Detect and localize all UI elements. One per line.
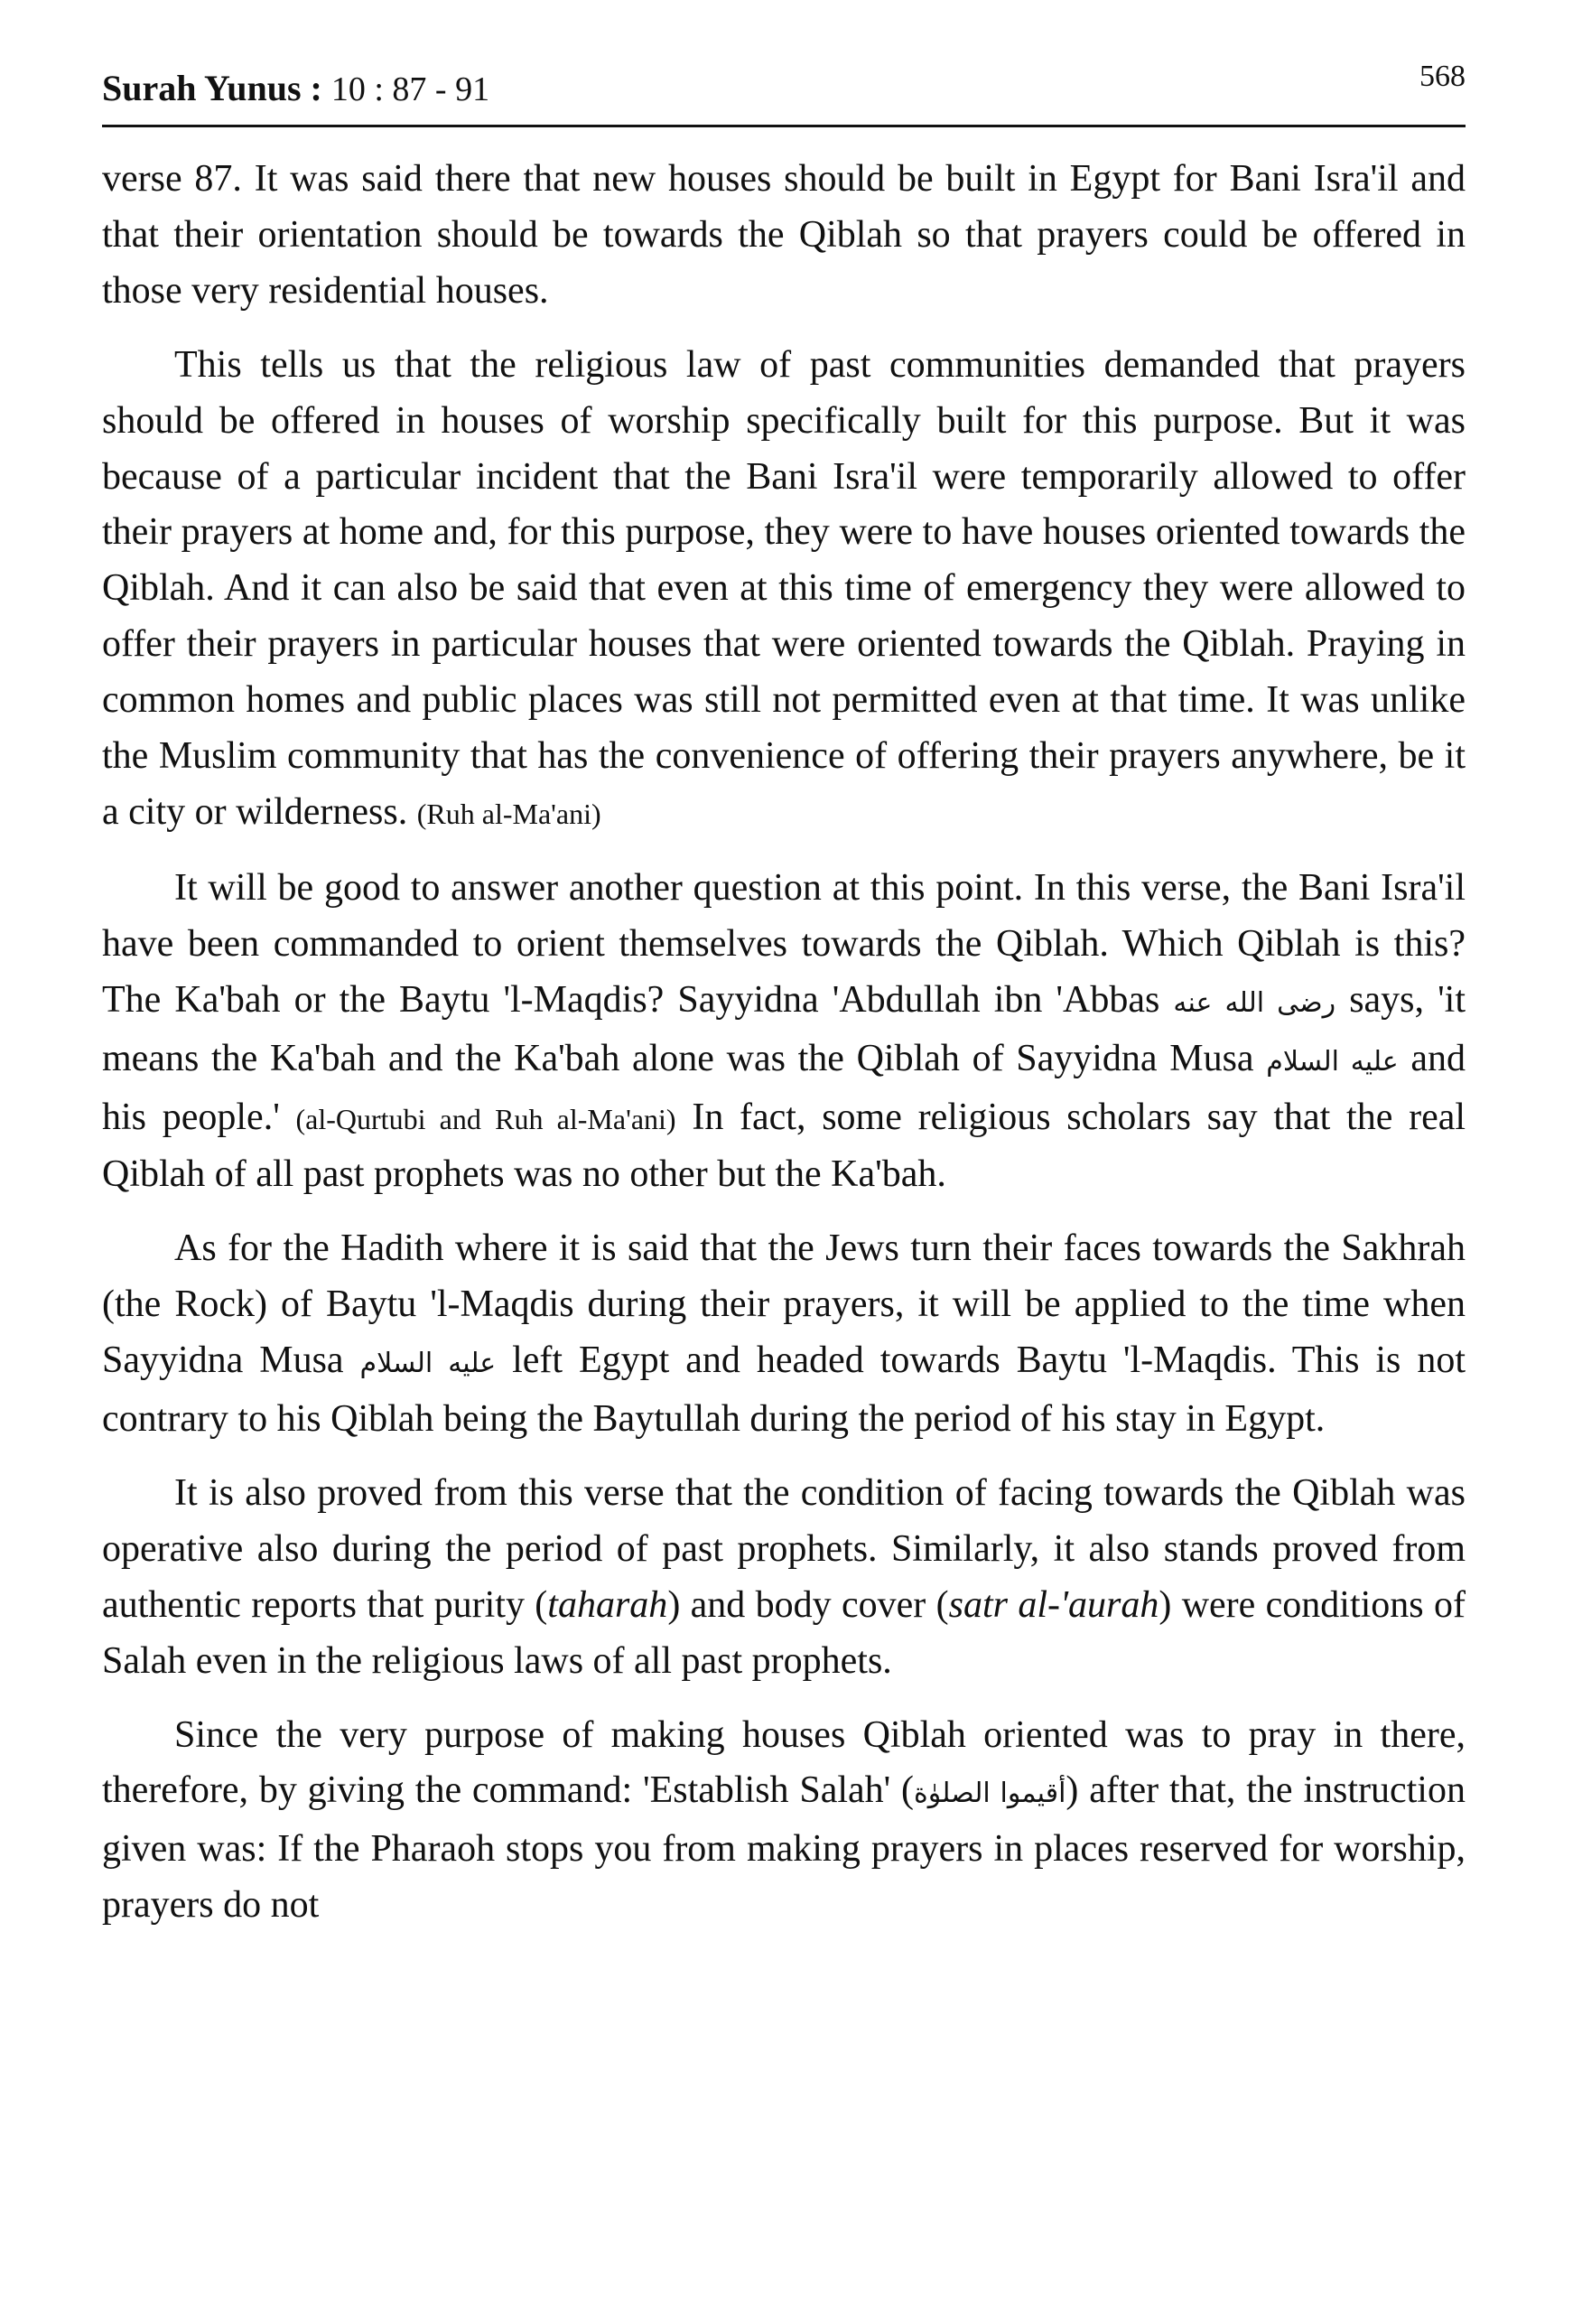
paragraph-text: ) were conditions of Salah even in the religious laws of all past prophets.	[102, 1583, 1466, 1682]
citation: (al-Qurtubi and Ruh al-Ma'ani)	[295, 1102, 676, 1135]
paragraph-text: It is also proved from this verse that the condition of facing towards the Qiblah was operative also during the period of past prophets. Similarly, it also stands proved from authentic reports that purity (	[102, 1471, 1466, 1626]
paragraph-6	[102, 1708, 1466, 1935]
arabic-honorific: عليه السلام	[1266, 1045, 1399, 1078]
paragraph-text: It will be good to answer another question at this point. In this verse, the Bani Isra'il have been commanded to orient themselves towards the Qiblah. Which Qiblah is this? The Ka'bah or the Baytu 'l-Maqdis? Sayyidna 'Abdullah ibn 'Abbas	[102, 866, 1466, 1021]
page-body	[102, 152, 1466, 1952]
surah-title	[102, 67, 489, 109]
paragraph-text: ) after that, the instruction given was: If the Pharaoh stops you from making prayers in places reserved for worship, prayers do not	[102, 1769, 1466, 1927]
surah-name: Surah Yunus :	[102, 68, 322, 108]
citation: (Ruh al-Ma'ani)	[416, 797, 601, 830]
italic-term: satr al-'aurah	[948, 1583, 1159, 1626]
paragraph-text: left Egypt and headed towards Baytu 'l-Maqdis. This is not contrary to his Qiblah being the Baytullah during the period of his stay in Egypt.	[102, 1339, 1466, 1441]
paragraph-5	[102, 1466, 1466, 1690]
paragraph-3	[102, 861, 1466, 1203]
paragraph-text: ) and body cover (	[667, 1583, 949, 1626]
arabic-quote: أقيموا الصلوٰة	[914, 1778, 1066, 1810]
paragraph-4	[102, 1221, 1466, 1448]
paragraph-text: In fact, some religious scholars say that the real Qiblah of all past prophets was no other but the Ka'bah.	[102, 1096, 1466, 1196]
paragraph-text: and his people.'	[102, 1037, 1466, 1138]
paragraph-text: Since the very purpose of making houses Qiblah oriented was to pray in there, therefore, by giving the command: 'Establish Salah' (	[102, 1713, 1466, 1812]
page-number: 568	[1419, 60, 1466, 93]
paragraph-text: As for the Hadith where it is said that the Jews turn their faces towards the Sakhrah (the Rock) of Baytu 'l-Maqdis during their prayers, it will be applied to the time when Sayyidna Musa	[102, 1227, 1466, 1382]
arabic-honorific: عليه السلام	[359, 1348, 497, 1380]
arabic-honorific: رضى الله عنه	[1173, 986, 1336, 1019]
italic-term: taharah	[547, 1583, 668, 1626]
running-header	[102, 60, 1466, 127]
verse-reference: 10 : 87 - 91	[330, 70, 490, 108]
paragraph-text: This tells us that the religious law of past communities demanded that prayers should be offered in houses of worship specifically built for this purpose. But it was because of a particular incident that the Bani Isra'il were temporarily allowed to offer their prayers at home and, for this purpose, they were to have houses oriented towards the Qiblah. And it can also be said that even at this time of emergency they were allowed to offer their prayers in particular houses that were oriented towards the Qiblah. Praying in common homes and public places was still not permitted even at that time. It was unlike the Muslim community that has the convenience of offering their prayers anywhere, be it a city or wilderness.	[102, 343, 1466, 833]
paragraph-1	[102, 152, 1466, 320]
paragraph-2	[102, 338, 1466, 843]
paragraph-text: verse 87. It was said there that new houses should be built in Egypt for Bani Isra'il and that their orientation should be towards the Qiblah so that prayers could be offered in those very residential houses.	[102, 158, 1466, 312]
paragraph-text: says, 'it means the Ka'bah and the Ka'bah alone was the Qiblah of Sayyidna Musa	[102, 978, 1466, 1079]
